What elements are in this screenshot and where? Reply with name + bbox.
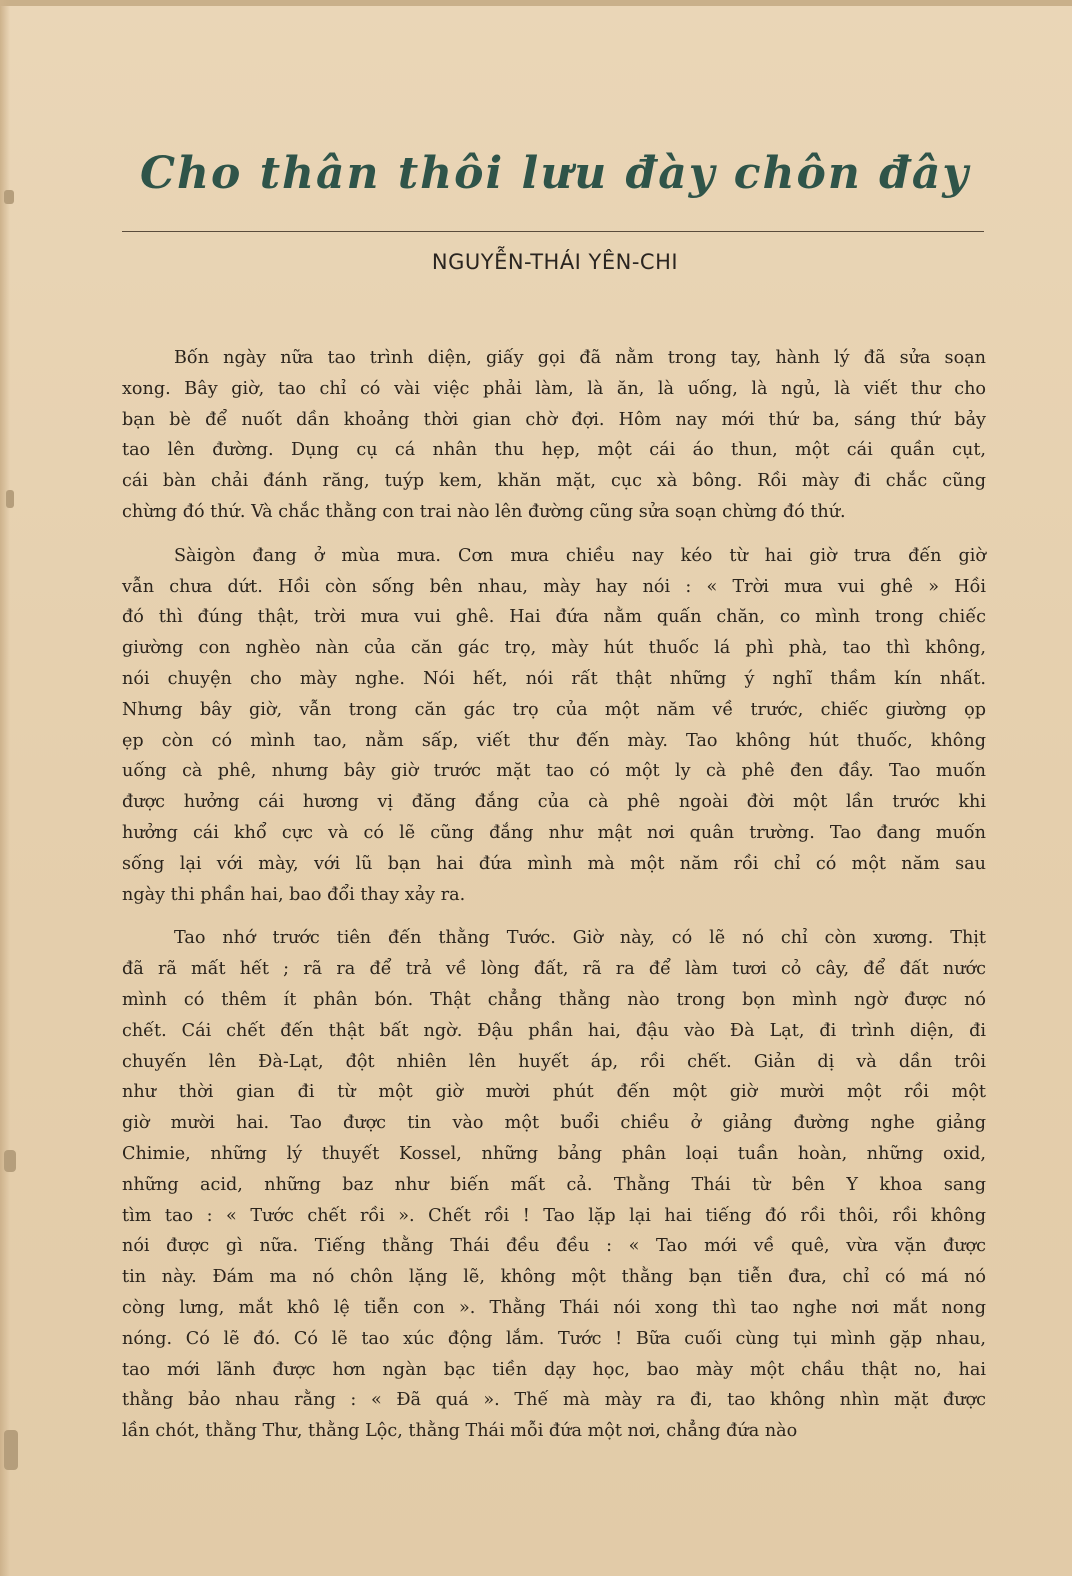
page-top-edge [0, 0, 1072, 6]
text-line: chừng đó thứ. Và chắc thằng con trai nào lên đường cũng sửa soạn chừng đó thứ. [122, 501, 846, 522]
text-line: còng lưng, mắt khô lệ tiễn con ». Thằng Thái nói xong thì tao nghe nơi mắt nong [122, 1297, 986, 1318]
text-line: mình có thêm ít phân bón. Thật chẳng thằng nào trong bọn mình ngờ được nó [122, 989, 986, 1010]
text-line: xong. Bây giờ, tao chỉ có vài việc phải làm, là ăn, là uống, là ngủ, là viết thư cho [122, 378, 986, 399]
text-line: tao mới lãnh được hơn ngàn bạc tiền dạy học, bao mày một chầu thật no, hai [122, 1359, 986, 1380]
text-line: Sàigòn đang ở mùa mưa. Cơn mưa chiều nay kéo từ hai giờ trưa đến giờ [174, 545, 986, 566]
text-line: tao lên đường. Dụng cụ cá nhân thu hẹp, một cái áo thun, một cái quần cụt, [122, 440, 986, 461]
text-line: những acid, những baz như biến mất cả. Thằng Thái từ bên Y khoa sang [122, 1174, 986, 1195]
text-line: đã rã mất hết ; rã ra để trả về lòng đất, rã ra để làm tươi cỏ cây, để đất nước [122, 959, 986, 980]
text-line: giường con nghèo nàn của căn gác trọ, mày hút thuốc lá phì phà, tao thì không, [122, 638, 986, 659]
text-line: ngày thi phần hai, bao đổi thay xảy ra. [122, 884, 466, 905]
text-line: tìm tao : « Tước chết rồi ». Chết rồi ! Tao lặp lại hai tiếng đó rồi thôi, rồi không [122, 1205, 986, 1226]
article-body [122, 343, 986, 1460]
text-line: nóng. Có lẽ đó. Có lẽ tao xúc động lắm. Tước ! Bữa cuối cùng tụi mình gặp nhau, [122, 1328, 986, 1349]
text-line: cái bàn chải đánh răng, tuýp kem, khăn mặt, cục xà bông. Rồi mày đi chắc cũng [122, 471, 986, 492]
paragraph [122, 923, 986, 1447]
author-byline: NGUYỄN-THÁI YÊN-CHI [431, 250, 679, 274]
text-line: bạn bè để nuốt dần khoảng thời gian chờ đợi. Hôm nay mới thứ ba, sáng thứ bảy [122, 409, 986, 430]
text-line: hưởng cái khổ cực và có lẽ cũng đắng như mật nơi quân trường. Tao đang muốn [122, 822, 986, 843]
margin-mark [4, 1150, 16, 1172]
text-line: chuyến lên Đà-Lạt, đột nhiên lên huyết áp, rồi chết. Giản dị và dần trôi [122, 1051, 986, 1072]
text-line: sống lại với mày, với lũ bạn hai đứa mình mà một năm rồi chỉ có một năm sau [122, 853, 986, 874]
text-line: ẹp còn có mình tao, nằm sấp, viết thư đến mày. Tao không hút thuốc, không [122, 730, 986, 751]
text-line: nói được gì nữa. Tiếng thằng Thái đều đều : « Tao mới về quê, vừa vặn được [122, 1236, 986, 1257]
text-line: chết. Cái chết đến thật bất ngờ. Đậu phần hai, đậu vào Đà Lạt, đi trình diện, đi [122, 1020, 986, 1041]
paragraph [122, 541, 986, 911]
text-line: giờ mười hai. Tao được tin vào một buổi chiều ở giảng đường nghe giảng [122, 1113, 986, 1134]
article-title: Cho thân thôi lưu đày chôn đây [140, 148, 970, 199]
text-line: đó thì đúng thật, trời mưa vui ghê. Hai đứa nằm quấn chăn, co mình trong chiếc [122, 607, 986, 628]
text-line: Tao nhớ trước tiên đến thằng Tước. Giờ này, có lẽ nó chỉ còn xương. Thịt [174, 928, 986, 949]
title-rule [122, 231, 984, 232]
text-line: được hưởng cái hương vị đăng đắng của cà phê ngoài đời một lần trước khi [122, 792, 986, 813]
text-line: uống cà phê, nhưng bây giờ trước mặt tao có một ly cà phê đen đầy. Tao muốn [122, 761, 986, 782]
text-line: Nhưng bây giờ, vẫn trong căn gác trọ của một năm về trước, chiếc giường ọp [122, 699, 986, 720]
margin-mark [4, 1430, 18, 1470]
text-line: lần chót, thằng Thư, thằng Lộc, thằng Thái mỗi đứa một nơi, chẳng đứa nào [122, 1421, 798, 1442]
paragraph [122, 343, 986, 528]
text-line: như thời gian đi từ một giờ mười phút đến một giờ mười một rồi một [122, 1082, 986, 1103]
text-line: Chimie, những lý thuyết Kossel, những bảng phân loại tuần hoàn, những oxid, [122, 1143, 986, 1164]
margin-mark [4, 190, 14, 204]
margin-mark [6, 490, 14, 508]
page-left-edge [0, 0, 10, 1576]
text-line: thằng bảo nhau rằng : « Đã quá ». Thế mà mày ra đi, tao không nhìn mặt được [122, 1390, 986, 1411]
text-line: Bốn ngày nữa tao trình diện, giấy gọi đã nằm trong tay, hành lý đã sửa soạn [174, 348, 986, 368]
text-line: nói chuyện cho mày nghe. Nói hết, nói rất thật những ý nghĩ thầm kín nhất. [122, 668, 986, 689]
text-line: tin này. Đám ma nó chôn lặng lẽ, không một thằng bạn tiễn đưa, chỉ có má nó [122, 1267, 986, 1288]
text-line: vẫn chưa dứt. Hồi còn sống bên nhau, mày hay nói : « Trời mưa vui ghê » Hồi [122, 576, 986, 597]
